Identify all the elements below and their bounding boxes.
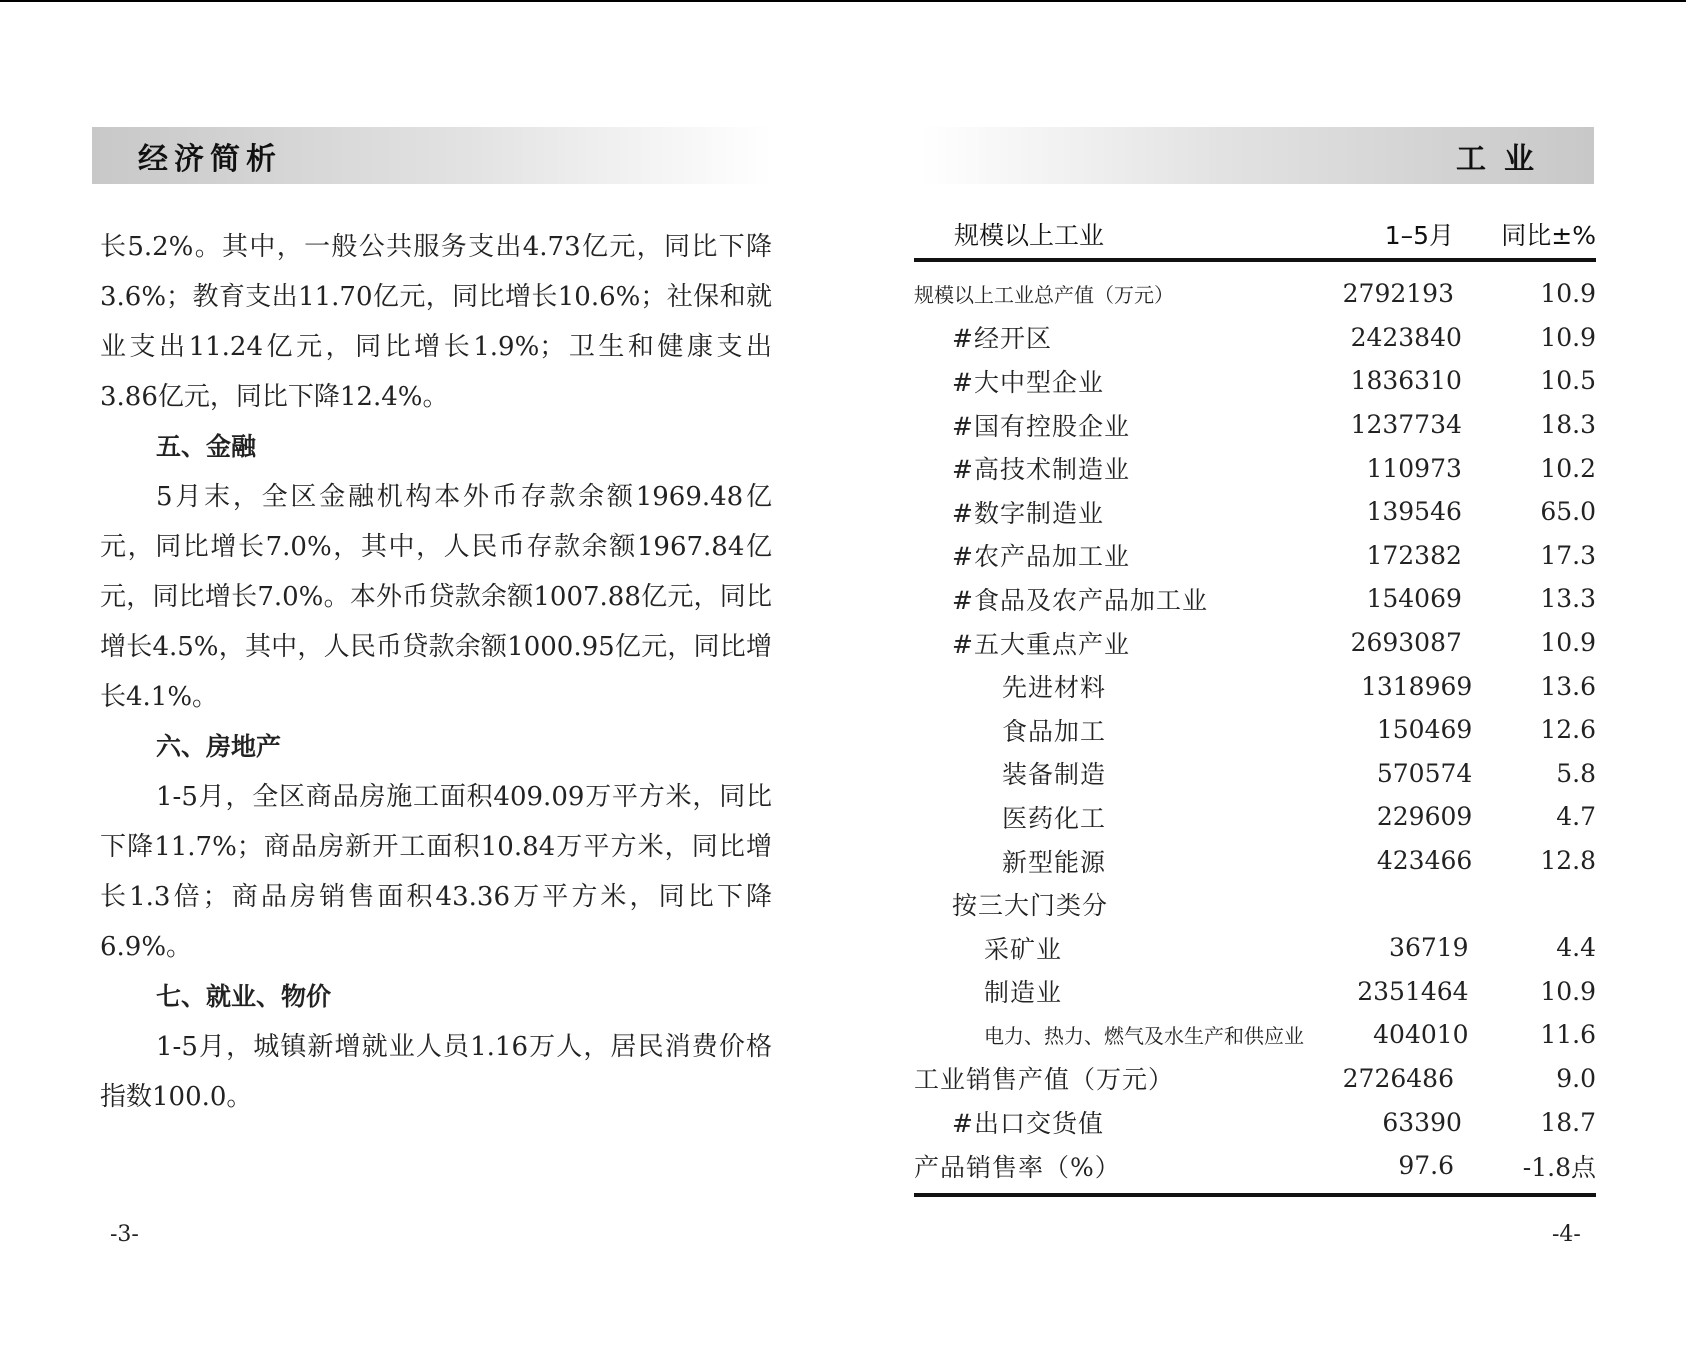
- row-label: #出口交货值: [952, 1109, 1104, 1139]
- row-yoy: 65.0: [1540, 497, 1596, 527]
- table-row: [914, 446, 1596, 490]
- text-line: 长4.1%。: [100, 682, 219, 712]
- table-row: [914, 1013, 1596, 1057]
- row-label: 采矿业: [984, 934, 1063, 964]
- row-yoy: 11.6: [1540, 1020, 1596, 1050]
- row-label: 制造业: [984, 978, 1063, 1008]
- row-value: 423466: [1376, 846, 1473, 876]
- row-value: 110973: [1366, 453, 1462, 483]
- row-yoy: 12.6: [1540, 715, 1596, 745]
- row-label: 食品加工: [1002, 716, 1107, 746]
- row-value: 154069: [1366, 584, 1462, 614]
- section-title-finance: 五、金融: [156, 432, 257, 461]
- text-line: 1-5月，全区商品房施工面积409.09万平方米，同比: [156, 782, 772, 812]
- table-row: [914, 708, 1596, 752]
- row-label: #农产品加工业: [952, 542, 1130, 572]
- table-row: [914, 316, 1596, 360]
- row-yoy: 13.6: [1540, 671, 1596, 701]
- table-row: [914, 1144, 1596, 1188]
- row-label: #经开区: [952, 324, 1052, 354]
- text-line: 下降11.7%；商品房新开工面积10.84万平方米，同比增: [100, 832, 772, 862]
- row-yoy: 5.8: [1556, 758, 1596, 788]
- table-row: [914, 621, 1596, 665]
- row-value: 2423840: [1350, 322, 1462, 352]
- row-label: 产品销售率（%）: [914, 1152, 1121, 1182]
- row-value: 97.6: [1398, 1151, 1454, 1181]
- row-yoy: 10.9: [1540, 976, 1596, 1006]
- row-yoy: 17.3: [1540, 540, 1596, 570]
- row-label: 先进材料: [1002, 673, 1107, 703]
- text-line: 3.6%；教育支出11.70亿元，同比增长10.6%；社保和就: [100, 282, 772, 312]
- text-line: 指数100.0。: [100, 1082, 253, 1112]
- text-line: 元，同比增长7.0%，其中，人民币存款余额1967.84亿: [100, 532, 772, 562]
- table-row: [914, 359, 1596, 403]
- text-line: 1-5月，城镇新增就业人员1.16万人，居民消费价格: [156, 1032, 772, 1062]
- table-row: [914, 664, 1596, 708]
- text-line: 5月末，全区金融机构本外币存款余额1969.48亿: [156, 482, 772, 512]
- row-value: 2726486: [1342, 1063, 1454, 1093]
- row-yoy: 10.9: [1540, 628, 1596, 658]
- row-label: #国有控股企业: [952, 411, 1130, 441]
- row-label: #食品及农产品加工业: [952, 585, 1208, 615]
- right-header-title: 工业: [1456, 141, 1552, 177]
- table-row: [914, 926, 1596, 970]
- row-yoy: 10.5: [1540, 366, 1596, 396]
- row-value: 2792193: [1342, 279, 1454, 309]
- table-row: [914, 839, 1596, 883]
- table-row: [914, 1057, 1596, 1101]
- row-label: 工业销售产值（万元）: [914, 1065, 1175, 1095]
- row-value: 570574: [1376, 758, 1473, 788]
- text-line: 6.9%。: [100, 932, 193, 962]
- row-value: 139546: [1366, 497, 1462, 527]
- left-page-header: [92, 127, 772, 184]
- table-row: [914, 752, 1596, 796]
- table-row: [914, 970, 1596, 1014]
- row-yoy: 10.9: [1540, 322, 1596, 352]
- row-value: 63390: [1382, 1107, 1462, 1137]
- table-row: [914, 577, 1596, 621]
- section-title-employment: 七、就业、物价: [156, 982, 332, 1011]
- row-value: 150469: [1376, 715, 1473, 745]
- row-label: #五大重点产业: [952, 629, 1130, 659]
- table-row: [914, 1100, 1596, 1144]
- text-line: 长1.3倍；商品房销售面积43.36万平方米，同比下降: [100, 882, 772, 912]
- row-value: 404010: [1373, 1020, 1469, 1050]
- text-line: 长5.2%。其中，一般公共服务支出4.73亿元，同比下降: [100, 232, 772, 262]
- text-line: 3.86亿元，同比下降12.4%。: [100, 382, 449, 412]
- table-row: [914, 490, 1596, 534]
- text-line: 业支出11.24亿元，同比增长1.9%；卫生和健康支出: [100, 332, 772, 362]
- row-value: 36719: [1389, 933, 1469, 963]
- row-yoy: 10.9: [1540, 279, 1596, 309]
- top-border: [0, 0, 1686, 2]
- col-header-item: 规模以上工业: [954, 221, 1105, 250]
- table-row: [914, 403, 1596, 447]
- table-row: [914, 795, 1596, 839]
- industry-table: [914, 210, 1596, 1197]
- page-number-right: -4-: [1552, 1222, 1581, 1247]
- table-row: [914, 272, 1596, 316]
- row-value: 2693087: [1350, 628, 1462, 658]
- row-yoy: 4.4: [1556, 933, 1596, 963]
- row-yoy: 18.3: [1540, 410, 1596, 440]
- row-label: #高技术制造业: [952, 455, 1130, 485]
- row-label: 新型能源: [1002, 847, 1107, 877]
- row-value: 2351464: [1357, 976, 1469, 1006]
- row-label: 规模以上工业总产值（万元）: [914, 283, 1174, 308]
- page-number-left: -3-: [110, 1222, 139, 1247]
- table-body: [914, 262, 1596, 1197]
- row-value: 1237734: [1350, 410, 1462, 440]
- row-label: 电力、热力、燃气及水生产和供应业: [984, 1024, 1304, 1049]
- row-yoy: 12.8: [1540, 846, 1596, 876]
- left-page-body: [100, 222, 772, 1122]
- row-value: 172382: [1366, 540, 1462, 570]
- row-value: 229609: [1376, 802, 1473, 832]
- row-label: #数字制造业: [952, 498, 1104, 528]
- text-line: 增长4.5%，其中，人民币贷款余额1000.95亿元，同比增: [100, 632, 772, 662]
- row-yoy: 9.0: [1556, 1063, 1596, 1093]
- left-header-title: 经济简析: [138, 141, 282, 177]
- row-yoy: 13.3: [1540, 584, 1596, 614]
- row-label: 按三大门类分: [952, 891, 1109, 921]
- row-yoy: -1.8点: [1522, 1152, 1596, 1182]
- row-label: 医药化工: [1002, 803, 1107, 833]
- table-header: [914, 210, 1596, 262]
- row-label: #大中型企业: [952, 367, 1104, 397]
- col-header-period: 1–5月: [1384, 221, 1454, 250]
- table-row: [914, 882, 1596, 926]
- row-yoy: 18.7: [1540, 1107, 1596, 1137]
- row-value: 1318969: [1360, 671, 1473, 701]
- row-yoy: 4.7: [1556, 802, 1596, 832]
- row-label: 装备制造: [1002, 760, 1107, 790]
- col-header-yoy: 同比±%: [1501, 221, 1596, 250]
- text-line: 元，同比增长7.0%。本外币贷款余额1007.88亿元，同比: [100, 582, 772, 612]
- row-yoy: 10.2: [1540, 453, 1596, 483]
- table-row: [914, 534, 1596, 578]
- row-value: 1836310: [1350, 366, 1462, 396]
- section-title-real-estate: 六、房地产: [156, 732, 282, 761]
- right-page-header: [920, 127, 1594, 184]
